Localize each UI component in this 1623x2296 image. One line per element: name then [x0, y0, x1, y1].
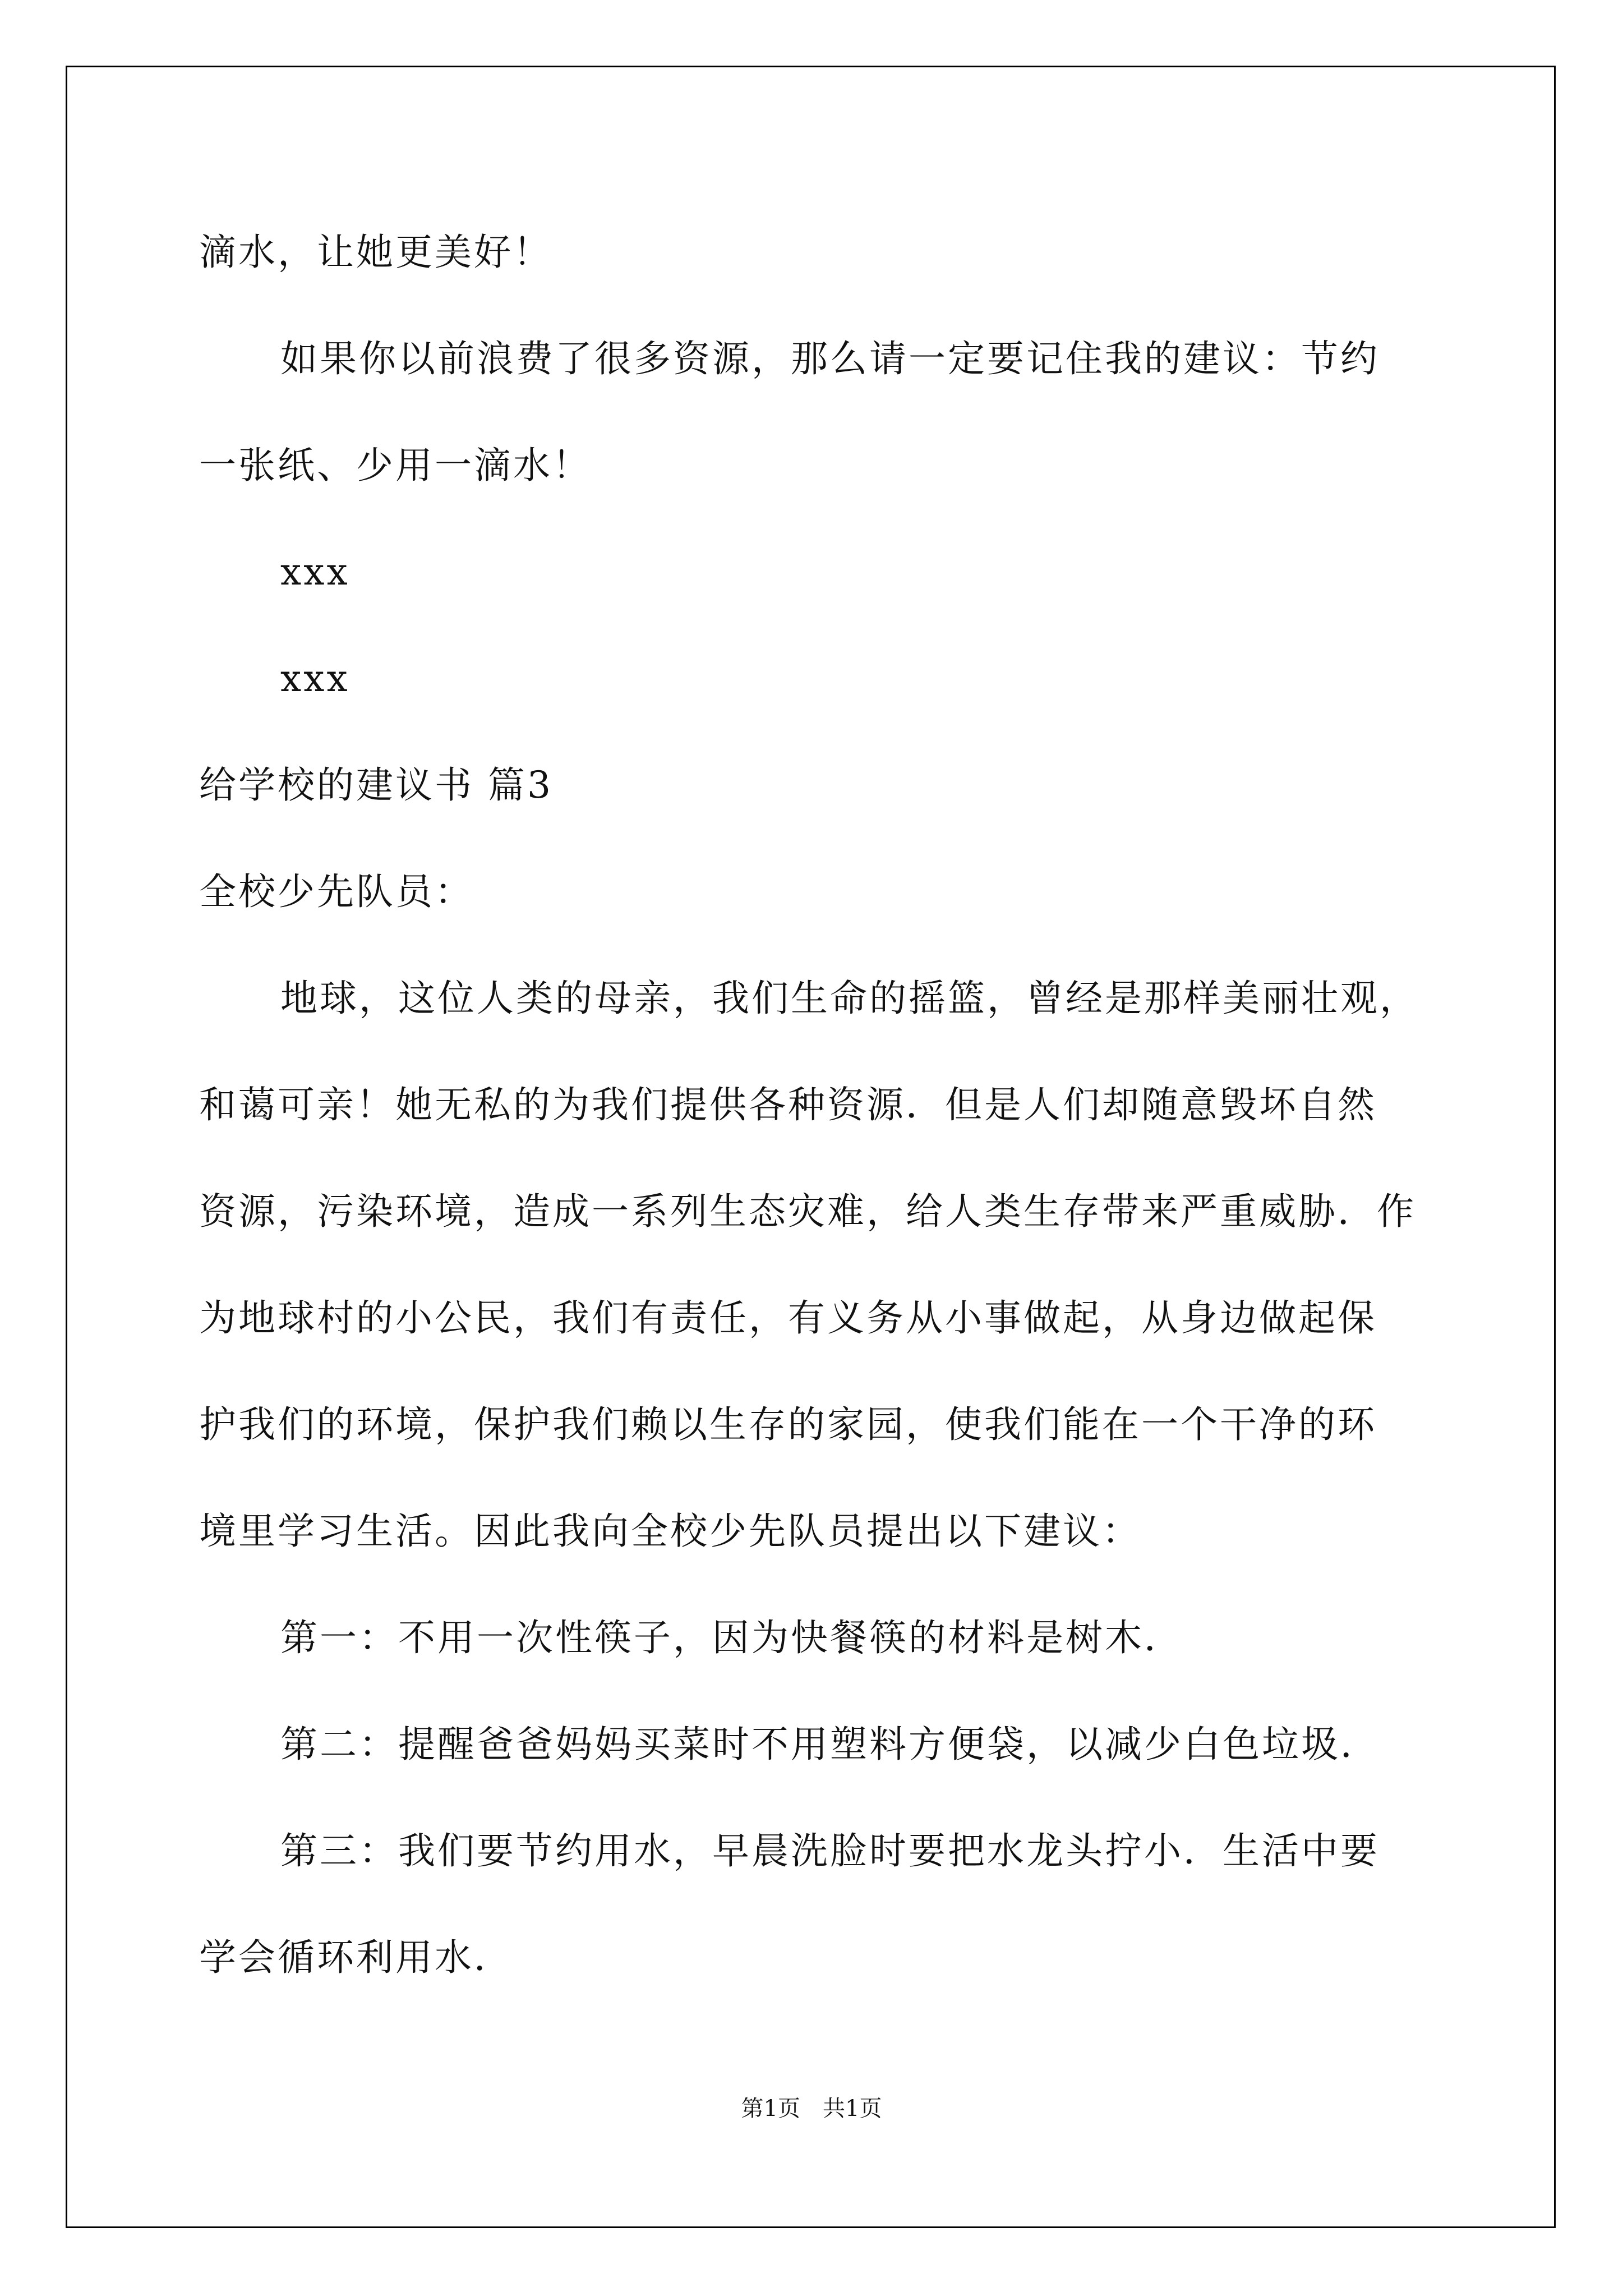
suggestion-item: 第三：我们要节约用水，早晨洗脸时要把水龙头拧小．生活中要 [280, 1829, 1380, 1872]
suggestion-item: 第二：提醒爸爸妈妈买菜时不用塑料方便袋，以减少白色垃圾． [280, 1723, 1380, 1766]
paragraph-line: 境里学习生活。因此我向全校少先队员提出以下建议： [199, 1510, 1141, 1553]
paragraph-line: 护我们的环境，保护我们赖以生存的家园，使我们能在一个干净的环 [199, 1403, 1377, 1446]
paragraph-line: 滴水，让她更美好！ [199, 231, 552, 274]
signature-line: xxx [280, 550, 350, 593]
paragraph-line: 学会循环利用水． [199, 1936, 513, 1979]
suggestion-item: 第一：不用一次性筷子，因为快餐筷的材料是树木． [280, 1616, 1183, 1659]
paragraph-line: 和蔼可亲！她无私的为我们提供各种资源．但是人们却随意毁坏自然 [199, 1083, 1377, 1126]
date-line: xxx [280, 657, 350, 700]
page-number-footer: 第1页 共1页 [741, 2096, 882, 2122]
paragraph-line: 一张纸、少用一滴水！ [199, 444, 592, 487]
page-border [66, 66, 1556, 2228]
paragraph-line: 如果你以前浪费了很多资源，那么请一定要记住我的建议：节约 [280, 337, 1380, 380]
section-heading: 给学校的建议书 篇3 [199, 763, 553, 807]
paragraph-line: 为地球村的小公民，我们有责任，有义务从小事做起，从身边做起保 [199, 1296, 1377, 1340]
salutation: 全校少先队员： [199, 870, 474, 913]
paragraph-line: 资源，污染环境，造成一系列生态灾难，给人类生存带来严重威胁．作 [199, 1190, 1416, 1233]
paragraph-line: 地球，这位人类的母亲，我们生命的摇篮，曾经是那样美丽壮观， [280, 977, 1419, 1020]
